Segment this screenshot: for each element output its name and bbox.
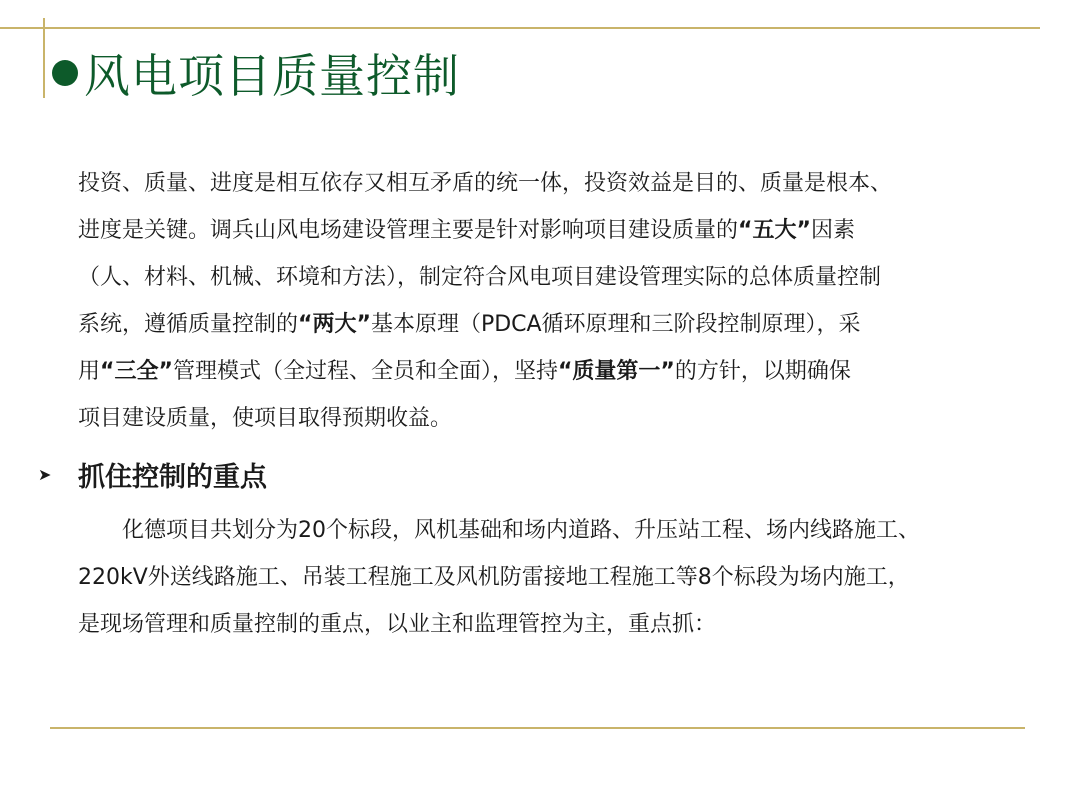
bottom-divider — [50, 727, 1025, 729]
section-line-2: 220kV外送线路施工、吊装工程施工及风机防雷接地工程施工等8个标段为场内施工， — [78, 565, 910, 590]
emphasis-three-all: “三全” — [100, 359, 173, 384]
intro-line-5-mid: 管理模式（全过程、全员和全面），坚持 — [172, 359, 558, 384]
chevron-right-icon: ➤ — [38, 464, 52, 484]
section-line-3: 是现场管理和质量控制的重点，以业主和监理管控为主，重点抓： — [78, 612, 717, 637]
intro-line-3: （人、材料、机械、环境和方法），制定符合风电项目建设管理实际的总体质量控制 — [78, 265, 882, 290]
intro-line-4-tail: 基本原理（PDCA循环原理和三阶段控制原理），采 — [370, 312, 861, 337]
intro-line-2 — [78, 207, 1043, 254]
intro-line-2-tail: 因素 — [810, 218, 855, 243]
intro-paragraph — [78, 160, 1043, 442]
left-divider — [43, 18, 45, 98]
intro-line-6: 项目建设质量，使项目取得预期收益。 — [78, 406, 453, 431]
section-paragraph — [78, 507, 1043, 648]
emphasis-two-principles: “两大” — [298, 312, 371, 337]
intro-line-2-text: 进度是关键。调兵山风电场建设管理主要是针对影响项目建设质量的 — [78, 218, 739, 243]
slide-title-row — [52, 38, 460, 108]
section-line-1: 化德项目共划分为20个标段，风机基础和场内道路、升压站工程、场内线路施工、 — [122, 518, 920, 543]
section-heading-row — [38, 452, 267, 496]
intro-line-5 — [78, 348, 1043, 395]
intro-line-4-text: 系统，遵循质量控制的 — [78, 312, 299, 337]
emphasis-five-factors: “五大” — [738, 218, 811, 243]
emphasis-quality-first: “质量第一” — [557, 359, 675, 384]
top-divider — [0, 27, 1040, 29]
intro-line-5-text: 用 — [78, 359, 101, 384]
slide-title: 风电项目质量控制 — [84, 49, 460, 103]
intro-line-4 — [78, 301, 1043, 348]
intro-line-5-tail: 的方针，以期确保 — [674, 359, 851, 384]
section-title: 抓住控制的重点 — [78, 461, 267, 493]
bullet-dot-icon — [52, 60, 78, 86]
intro-line-1: 投资、质量、进度是相互依存又相互矛盾的统一体，投资效益是目的、质量是根本、 — [78, 171, 893, 196]
